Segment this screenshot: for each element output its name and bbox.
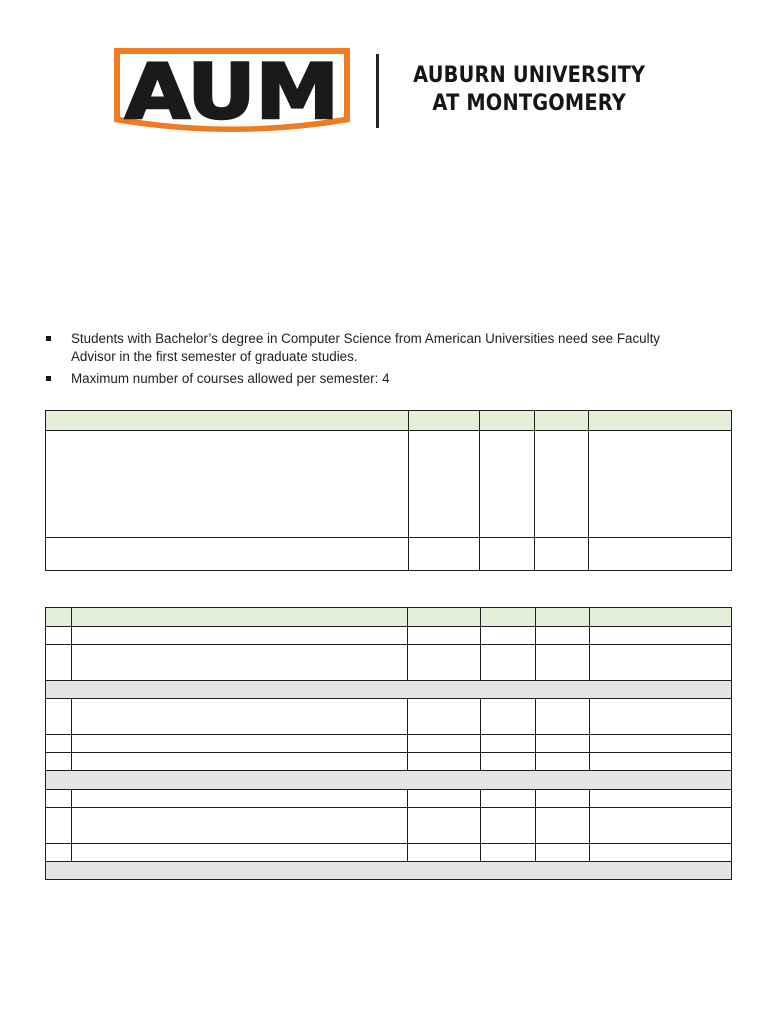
table-header-row (46, 411, 732, 431)
table-cell (589, 538, 732, 571)
table-cell (408, 627, 481, 645)
header-cell (590, 608, 732, 627)
table-cell (590, 790, 732, 808)
section-row (46, 771, 732, 790)
table-cell (590, 645, 732, 681)
svg-text:AUM: AUM (125, 47, 339, 136)
table-cell (72, 645, 408, 681)
header-cell (409, 411, 480, 431)
table-header-row (46, 608, 732, 627)
table-cell (46, 808, 72, 844)
header-cell (480, 411, 535, 431)
table-row (46, 808, 732, 844)
table-cell (536, 844, 590, 862)
table-cell (72, 808, 408, 844)
table-cell (46, 790, 72, 808)
table-cell (481, 808, 536, 844)
header-cell (72, 608, 408, 627)
logo-divider (376, 54, 379, 128)
table-cell (408, 645, 481, 681)
section-cell (46, 771, 732, 790)
table-row (46, 844, 732, 862)
table-cell (46, 735, 72, 753)
section-cell (46, 681, 732, 699)
note-item (44, 330, 694, 366)
table-cell (408, 808, 481, 844)
table-cell (481, 735, 536, 753)
table-cell (589, 431, 732, 538)
table-cell (481, 627, 536, 645)
table-cell (536, 790, 590, 808)
table-cell (72, 844, 408, 862)
notes-list (44, 330, 694, 392)
section-row (46, 862, 732, 880)
course-table-secondary (45, 607, 732, 880)
table-row (46, 645, 732, 681)
table-cell (481, 753, 536, 771)
table-row (46, 627, 732, 645)
square-bullet-icon (46, 336, 51, 341)
table-cell (535, 538, 589, 571)
table-cell (46, 538, 409, 571)
table-cell (536, 808, 590, 844)
note-item (44, 370, 694, 388)
table-cell (590, 808, 732, 844)
note-text: Maximum number of courses allowed per semester: 4 (71, 371, 390, 386)
table-cell (481, 790, 536, 808)
aum-logo-icon (110, 44, 354, 136)
table-cell (408, 699, 481, 735)
table-row (46, 431, 732, 538)
institution-line-1: AUBURN UNIVERSITY (413, 63, 646, 88)
institution-line-2: AT MONTGOMERY (432, 91, 626, 116)
table-row (46, 538, 732, 571)
table-cell (590, 699, 732, 735)
table-cell (481, 699, 536, 735)
table-cell (536, 753, 590, 771)
table-cell (536, 627, 590, 645)
table-cell (408, 735, 481, 753)
table-cell (46, 645, 72, 681)
table-cell (408, 753, 481, 771)
table-cell (535, 431, 589, 538)
table-cell (72, 699, 408, 735)
table-row (46, 699, 732, 735)
header-cell (408, 608, 481, 627)
table-cell (46, 431, 409, 538)
course-table-primary (45, 410, 732, 571)
table-cell (72, 753, 408, 771)
header-cell (46, 411, 409, 431)
table-cell (46, 627, 72, 645)
table-cell (72, 627, 408, 645)
table-cell (481, 844, 536, 862)
table-cell (409, 538, 480, 571)
table-cell (72, 735, 408, 753)
header-cell (481, 608, 536, 627)
header-cell (589, 411, 732, 431)
table-cell (536, 645, 590, 681)
header-cell (536, 608, 590, 627)
university-logo (110, 44, 670, 140)
table-cell (408, 844, 481, 862)
note-text: Students with Bachelor’s degree in Computer Science from American Universities need see Faculty Advisor in the first semester of graduate studies. (71, 331, 660, 364)
square-bullet-icon (46, 376, 51, 381)
table-row (46, 735, 732, 753)
table-cell (46, 844, 72, 862)
table-cell (536, 735, 590, 753)
table-cell (408, 790, 481, 808)
header-cell (535, 411, 589, 431)
table-row (46, 790, 732, 808)
table-row (46, 753, 732, 771)
table-cell (590, 735, 732, 753)
table-cell (590, 844, 732, 862)
table-cell (536, 699, 590, 735)
table-cell (480, 538, 535, 571)
table-cell (409, 431, 480, 538)
institution-name (406, 62, 652, 118)
table-cell (480, 431, 535, 538)
table-cell (46, 753, 72, 771)
section-row (46, 681, 732, 699)
table-cell (46, 699, 72, 735)
header-cell (46, 608, 72, 627)
table-cell (481, 645, 536, 681)
section-cell (46, 862, 732, 880)
table-cell (590, 627, 732, 645)
table-cell (72, 790, 408, 808)
table-cell (590, 753, 732, 771)
